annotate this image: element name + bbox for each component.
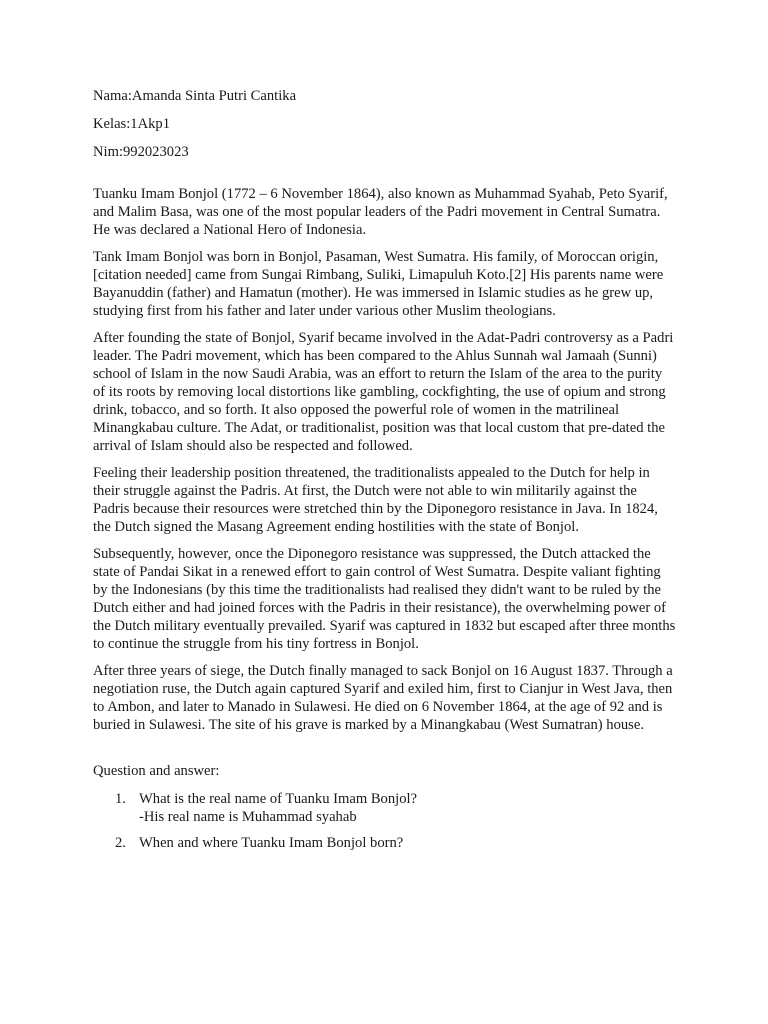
paragraph-dutch-appeal: Feeling their leadership position threatened, the traditionalists appealed to the Dutch for help in their struggle against the Padris. At first, the Dutch were not able to win militarily against the Padris because their resources were stretched thin by the Diponegoro resistance in Java. In 1824, the Dutch signed the Masang Agreement ending hostilities with the state of Bonjol. bbox=[93, 465, 658, 535]
qa-item bbox=[93, 834, 677, 852]
paragraph-capture: Subsequently, however, once the Diponegoro resistance was suppressed, the Dutch attacked the state of Pandai Sikat in a renewed effort to gain control of West Sumatra. Despite valiant fighting by the Indonesians (by this time the traditionalists had realised they didn't want to be ruled by the Dutch either and had joined forces with the Padris in their resistance), the overwhelming power of the Dutch military eventually prevailed. Syarif was captured in 1832 but escaped after three months to continue the struggle from his tiny fortress in Bonjol. bbox=[93, 546, 676, 652]
qa-number: 1. bbox=[115, 791, 126, 807]
qa-number: 2. bbox=[115, 835, 126, 851]
qa-item bbox=[93, 790, 677, 826]
essay-body bbox=[93, 185, 677, 734]
qa-question: When and where Tuanku Imam Bonjol born? bbox=[139, 835, 404, 851]
paragraph-early-life: Tank Imam Bonjol was born in Bonjol, Pasaman, West Sumatra. His family, of Moroccan origin,[citation needed] came from Sungai Rimbang, Suliki, Limapuluh Koto.[2] His parents name were Bayanuddin (father) and Hamatun (mother). He was immersed in Islamic studies as he grew up, studying first from his father and later under various other Muslim theologians. bbox=[93, 249, 664, 319]
qa-answer: -His real name is Muhammad syahab bbox=[139, 809, 357, 825]
paragraph-intro: Tuanku Imam Bonjol (1772 – 6 November 1864), also known as Muhammad Syahab, Peto Syarif, and Malim Basa, was one of the most popular leaders of the Padri movement in Central Sumatra. He was declared a National Hero of Indonesia. bbox=[93, 186, 668, 238]
qa-heading: Question and answer: bbox=[93, 763, 220, 779]
paragraph-exile: After three years of siege, the Dutch finally managed to sack Bonjol on 16 August 1837. Through a negotiation ruse, the Dutch again captured Syarif and exiled him, first to Cianjur in West Java, then to Ambon, and later to Manado in Sulawesi. He died on 6 November 1864, at the age of 92 and is buried in Sulawesi. The site of his grave is marked by a Minangkabau (West Sumatran) house. bbox=[93, 663, 673, 733]
qa-list bbox=[93, 790, 677, 852]
student-id: Nim:992023023 bbox=[93, 144, 189, 160]
student-class: Kelas:1Akp1 bbox=[93, 116, 171, 132]
student-name: Nama:Amanda Sinta Putri Cantika bbox=[93, 88, 297, 104]
paragraph-padri-movement: After founding the state of Bonjol, Syarif became involved in the Adat-Padri controversy as a Padri leader. The Padri movement, which has been compared to the Ahlus Sunnah wal Jamaah (Sunni) school of Islam in the now Saudi Arabia, was an effort to return the Islam of the area to the purity of its roots by removing local distortions like gambling, cockfighting, the use of opium and strong drink, tobacco, and so forth. It also opposed the powerful role of women in the matrilineal Minangkabau culture. The Adat, or traditionalist, position was that local custom that pre-dated the arrival of Islam should also be respected and followed. bbox=[93, 330, 674, 454]
document-page bbox=[93, 87, 677, 860]
qa-question: What is the real name of Tuanku Imam Bonjol? bbox=[139, 791, 418, 807]
student-info bbox=[93, 87, 677, 161]
